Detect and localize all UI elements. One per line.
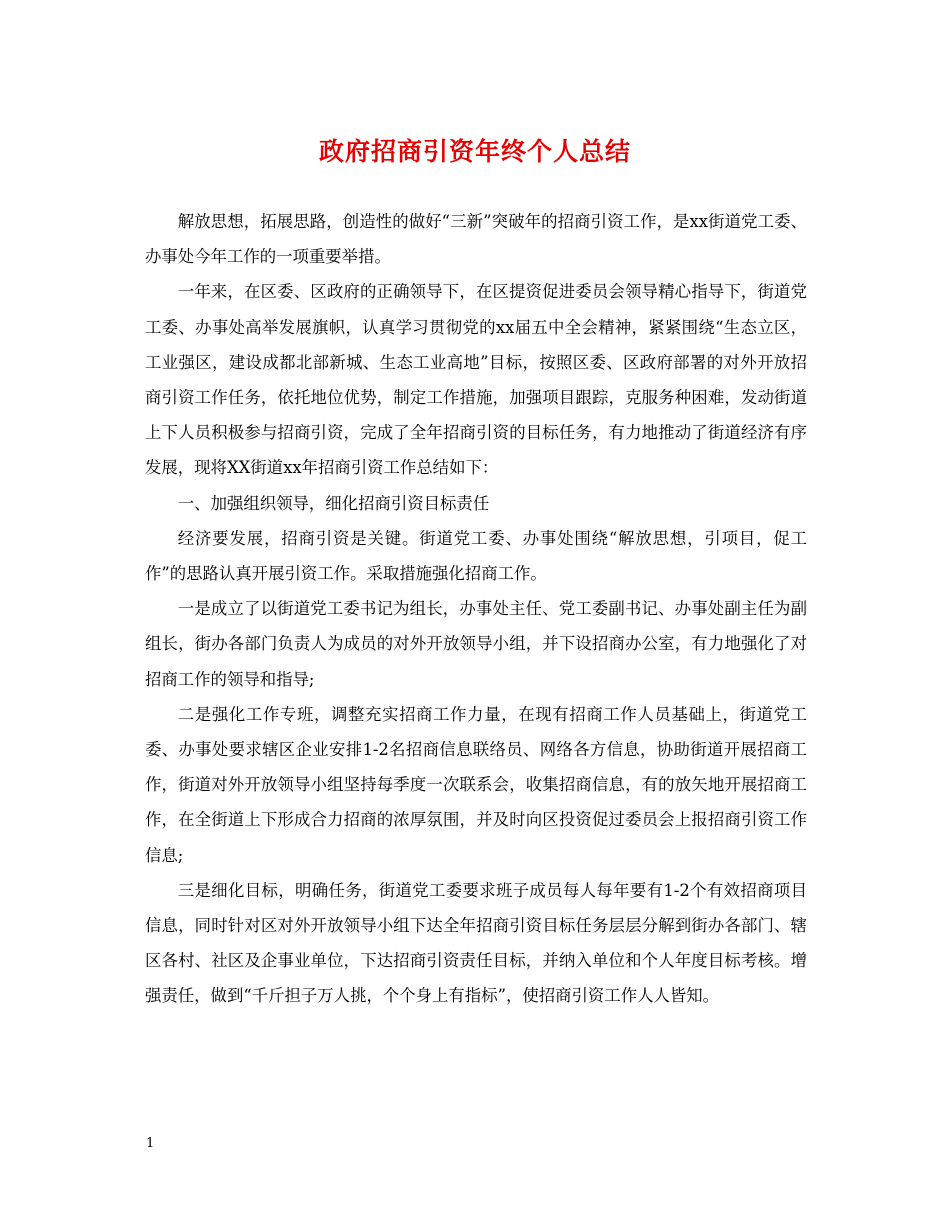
paragraph-3: 经济要发展，招商引资是关键。街道党工委、办事处围绕“解放思想，引项目，促工作”的思路认真开展引资工作。采取措施强化招商工作。 — [145, 528, 807, 584]
paragraph-6: 三是细化目标，明确任务，街道党工委要求班子成员每人每年要有1-2个有效招商项目信息，同时针对区对外开放领导小组下达全年招商引资目标任务层层分解到街办各部门、辖区各村、社区及企事业单位，下达招商引资责任目标，并纳入单位和个人年度目标考核。增强责任，做到“千斤担子万人挑，个个身上有指标”，使招商引资工作人人皆知。 — [145, 880, 807, 1006]
paragraph-2: 一年来，在区委、区政府的正确领导下，在区提资促进委员会领导精心指导下，街道党工委、办事处高举发展旗帜，认真学习贯彻党的xx届五中全会精神，紧紧围绕“生态立区，工业强区，建设成都北部新城、生态工业高地”目标，按照区委、区政府部署的对外开放招商引资工作任务，依托地位优势，制定工作措施，加强项目跟踪，克服务种困难，发动街道上下人员积极参与招商引资，完成了全年招商引资的目标任务，有力地推动了街道经济有序发展，现将XX街道xx年招商引资工作总结如下： — [145, 282, 807, 478]
document-title: 政府招商引资年终个人总结 — [318, 137, 631, 166]
paragraph-4: 一是成立了以街道党工委书记为组长，办事处主任、党工委副书记、办事处副主任为副组长，街办各部门负责人为成员的对外开放领导小组，并下设招商办公室，有力地强化了对招商工作的领导和指导; — [145, 599, 807, 689]
document-body — [145, 204, 807, 1014]
paragraph-5: 二是强化工作专班，调整充实招商工作力量，在现有招商工作人员基础上，街道党工委、办事处要求辖区企业安排1-2名招商信息联络员、网络各方信息，协助街道开展招商工作，街道对外开放领导小组坚持每季度一次联系会，收集招商信息，有的放矢地开展招商工作，在全街道上下形成合力招商的浓厚氛围，并及时向区投资促过委员会上报招商引资工作信息; — [145, 704, 807, 865]
page-number: 1 — [146, 1136, 155, 1151]
paragraph-1: 解放思想，拓展思路，创造性的做好“三新”突破年的招商引资工作，是xx街道党工委、办事处今年工作的一项重要举措。 — [145, 212, 807, 267]
section-heading-1: 一、加强组织领导，细化招商引资目标责任 — [177, 493, 490, 513]
